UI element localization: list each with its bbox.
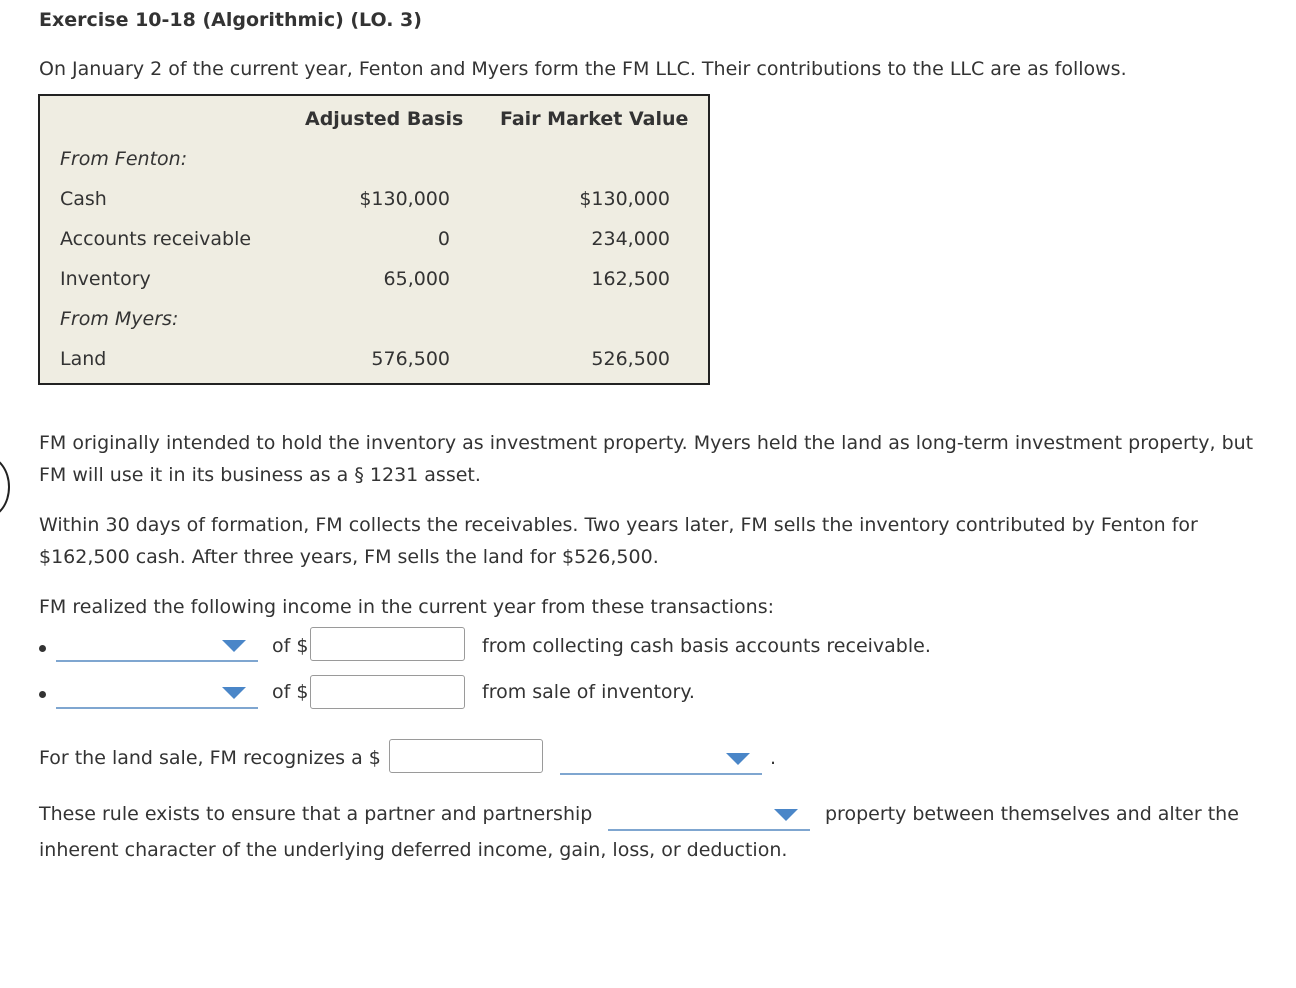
- para3-text: FM realized the following income in the current year from these transactions:: [39, 596, 774, 618]
- row-basis-inventory: 65,000: [383, 268, 450, 290]
- rule-line1-prefix: These rule exists to ensure that a partner and partnership: [39, 803, 593, 825]
- group-from-fenton: From Fenton:: [60, 148, 188, 170]
- land-sale-type-dropdown[interactable]: [560, 745, 762, 775]
- group-from-myers: From Myers:: [60, 308, 179, 330]
- row-basis-cash: $130,000: [359, 188, 450, 210]
- rule-line2: inherent character of the underlying deferred income, gain, loss, or deduction.: [39, 839, 788, 861]
- rule-line1-suffix: property between themselves and alter the: [825, 803, 1239, 825]
- chevron-down-icon: [774, 809, 798, 821]
- row-label-cash: Cash: [60, 188, 107, 210]
- header-fair-market-value: Fair Market Value: [500, 108, 689, 130]
- land-sale-suffix: .: [770, 747, 777, 769]
- chevron-down-icon: [222, 687, 246, 699]
- row-basis-accounts-receivable: 0: [437, 228, 450, 250]
- rule-action-dropdown[interactable]: [608, 801, 810, 831]
- row-fmv-inventory: 162,500: [591, 268, 670, 290]
- row-fmv-cash: $130,000: [579, 188, 670, 210]
- exercise-title: Exercise 10-18 (Algorithmic) (LO. 3): [39, 9, 422, 31]
- para2-line1: Within 30 days of formation, FM collects the receivables. Two years later, FM sells the inventory contributed by Fenton for: [39, 514, 1198, 536]
- bullet2-of-label: of $: [272, 681, 309, 703]
- row-fmv-accounts-receivable: 234,000: [591, 228, 670, 250]
- intro-text: On January 2 of the current year, Fenton and Myers form the FM LLC. Their contributions to the LLC are as follows.: [39, 58, 1127, 80]
- bullet1-suffix: from collecting cash basis accounts receivable.: [482, 635, 931, 657]
- row-label-inventory: Inventory: [60, 268, 151, 290]
- land-sale-amount-input[interactable]: [389, 739, 543, 773]
- income-type-dropdown-2[interactable]: [56, 679, 258, 709]
- bullet2-suffix: from sale of inventory.: [482, 681, 695, 703]
- para2-line2: $162,500 cash. After three years, FM sells the land for $526,500.: [39, 546, 659, 568]
- row-basis-land: 576,500: [371, 348, 450, 370]
- row-label-accounts-receivable: Accounts receivable: [60, 228, 252, 250]
- income-type-dropdown-1[interactable]: [56, 632, 258, 662]
- chevron-down-icon: [222, 640, 246, 652]
- contributions-table: [38, 94, 710, 385]
- bullet1-of-label: of $: [272, 635, 309, 657]
- bullet-dot-2: [39, 691, 46, 698]
- chevron-down-icon: [726, 753, 750, 765]
- para1-line2: FM will use it in its business as a § 1231 asset.: [39, 464, 481, 486]
- bullet-dot-1: [39, 645, 46, 652]
- left-edge-arc: [0, 456, 10, 518]
- para1-line1: FM originally intended to hold the inventory as investment property. Myers held the land as long-term investment property, but: [39, 432, 1254, 454]
- inventory-amount-input[interactable]: [310, 675, 465, 709]
- row-fmv-land: 526,500: [591, 348, 670, 370]
- receivables-amount-input[interactable]: [310, 627, 465, 661]
- row-label-land: Land: [60, 348, 107, 370]
- land-sale-prefix: For the land sale, FM recognizes a $: [39, 747, 381, 769]
- header-adjusted-basis: Adjusted Basis: [305, 108, 464, 130]
